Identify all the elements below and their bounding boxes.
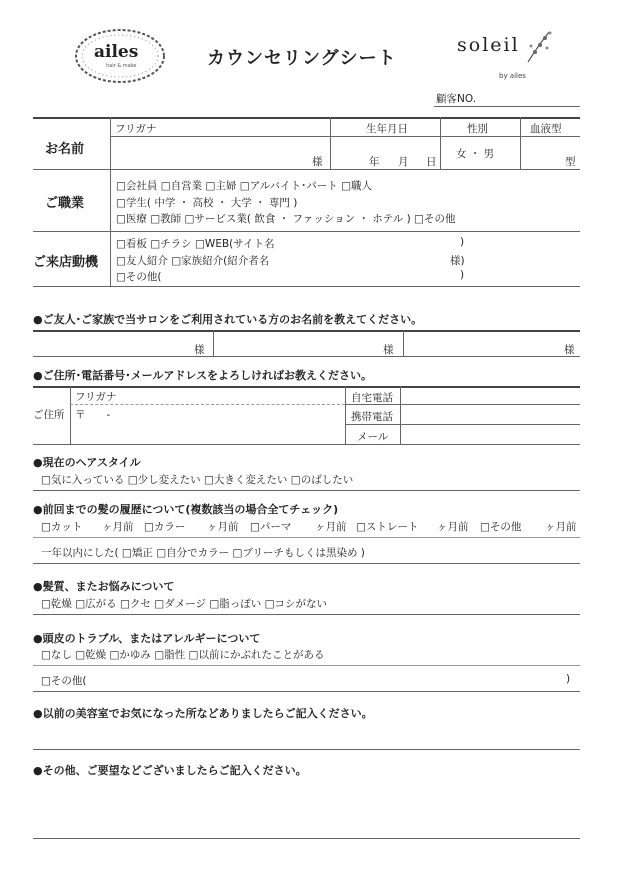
- hairstyle-question: ●現在のヘアスタイル: [33, 456, 141, 469]
- logo-soleil-name: soleil: [457, 34, 520, 56]
- logo-soleil-sub: by ailes: [499, 72, 526, 80]
- mobile-phone-label: 携帯電話: [351, 411, 393, 423]
- history-item-cut-unit: ヶ月前: [102, 521, 134, 533]
- customer-no-label: 顧客NO.: [436, 93, 477, 105]
- history-item-perm[interactable]: □パーマ: [250, 521, 292, 533]
- visit-reason-label: ご来店動機: [33, 255, 99, 270]
- address-postal: 〒 -: [75, 409, 111, 421]
- gender-options[interactable]: 女 ・ 男: [456, 148, 495, 160]
- logo-ailes: [70, 26, 170, 86]
- page-title: カウンセリングシート: [207, 48, 397, 69]
- scalp-other[interactable]: □その他(: [41, 675, 87, 687]
- history-question: ●前回までの髪の履歴について(複数該当の場合全てチェック): [33, 503, 339, 516]
- previous-salon-input[interactable]: [33, 722, 580, 748]
- visit-reason-line-1-end: ): [460, 236, 465, 248]
- history-item-other-unit: ヶ月前: [545, 521, 577, 533]
- occupation-line-3[interactable]: □医療 □教師 □サービス業( 飲食 ・ ファッション ・ ホテル ) □その他: [116, 213, 456, 225]
- occupation-line-1[interactable]: □会社員 □自営業 □主婦 □アルバイト･パート □職人: [116, 180, 373, 192]
- history-within-year[interactable]: 一年以内にした( □矯正 □自分でカラー □ブリーチもしくは黒染め ): [41, 547, 365, 559]
- visit-reason-line-2-end: 様): [450, 255, 465, 267]
- scalp-other-end: ): [566, 673, 571, 685]
- blood-type-label: 血液型: [530, 123, 562, 135]
- referral-sama-1: 様: [194, 344, 205, 356]
- scalp-options[interactable]: □なし □乾燥 □かゆみ □脂性 □以前にかぶれたことがある: [41, 649, 325, 661]
- address-label: ご住所: [33, 409, 65, 421]
- home-phone-input[interactable]: [401, 387, 579, 403]
- hair-quality-question: ●髪質、またお悩みについて: [33, 580, 175, 593]
- history-item-perm-unit: ヶ月前: [315, 521, 347, 533]
- hairstyle-options[interactable]: □気に入っている □少し変えたい □大きく変えたい □のばしたい: [41, 474, 354, 486]
- email-label: メール: [357, 431, 389, 443]
- email-input[interactable]: [401, 425, 579, 443]
- visit-reason-line-1[interactable]: □看板 □チラシ □WEB(サイト名: [116, 238, 275, 250]
- hair-quality-options[interactable]: □乾燥 □広がる □クセ □ダメージ □脂っぽい □コシがない: [41, 598, 328, 610]
- address-input[interactable]: [71, 405, 344, 443]
- referral-name-1[interactable]: [34, 331, 212, 355]
- birthday-input[interactable]: [331, 137, 439, 168]
- address-question: ●ご住所･電話番号･メールアドレスをよろしければお教えください。: [33, 369, 373, 382]
- name-input[interactable]: [111, 137, 329, 168]
- referral-sama-3: 様: [564, 344, 575, 356]
- history-item-straight-unit: ヶ月前: [437, 521, 469, 533]
- referral-sama-2: 様: [383, 344, 394, 356]
- history-item-color-unit: ヶ月前: [207, 521, 239, 533]
- requests-input[interactable]: [33, 780, 580, 836]
- requests-question: ●その他、ご要望などございましたらご記入ください。: [33, 764, 307, 777]
- history-item-cut[interactable]: □カット: [41, 521, 83, 533]
- birthday-month: 月: [398, 156, 409, 168]
- occupation-line-2[interactable]: □学生( 中学 ・ 高校 ・ 大学 ・ 専門 ): [116, 197, 298, 209]
- logo-soleil: [455, 28, 555, 88]
- name-label: お名前: [45, 142, 85, 157]
- previous-salon-question: ●以前の美容室でお気になった所などありましたらご記入ください。: [33, 707, 373, 720]
- referral-name-3[interactable]: [404, 331, 579, 355]
- home-phone-label: 自宅電話: [351, 392, 393, 404]
- birthday-day: 日: [426, 156, 437, 168]
- birthday-label: 生年月日: [366, 123, 408, 135]
- mobile-phone-input[interactable]: [401, 405, 579, 423]
- history-item-color[interactable]: □カラー: [144, 521, 186, 533]
- logo-ailes-name: ailes: [94, 42, 139, 62]
- name-sama: 様: [312, 156, 323, 168]
- visit-reason-line-3[interactable]: □その他(: [116, 271, 162, 283]
- referral-question: ●ご友人･ご家族で当サロンをご利用されている方のお名前を教えてください。: [33, 313, 423, 326]
- gender-label: 性別: [467, 123, 488, 135]
- visit-reason-line-2[interactable]: □友人紹介 □家族紹介(紹介者名: [116, 255, 270, 267]
- scalp-question: ●頭皮のトラブル、またはアレルギーについて: [33, 632, 261, 645]
- visit-reason-line-3-end: ): [460, 269, 465, 281]
- occupation-label: ご職業: [45, 196, 85, 211]
- address-furigana-label: フリガナ: [75, 391, 117, 403]
- blood-type-suffix: 型: [565, 156, 576, 168]
- referral-name-2[interactable]: [214, 331, 402, 355]
- logo-ailes-sub: hair & make: [106, 63, 137, 69]
- birthday-year: 年: [369, 156, 380, 168]
- flower-branch-icon: [523, 28, 553, 64]
- history-item-other[interactable]: □その他: [480, 521, 522, 533]
- history-item-straight[interactable]: □ストレート: [356, 521, 419, 533]
- name-furigana-label: フリガナ: [115, 123, 157, 135]
